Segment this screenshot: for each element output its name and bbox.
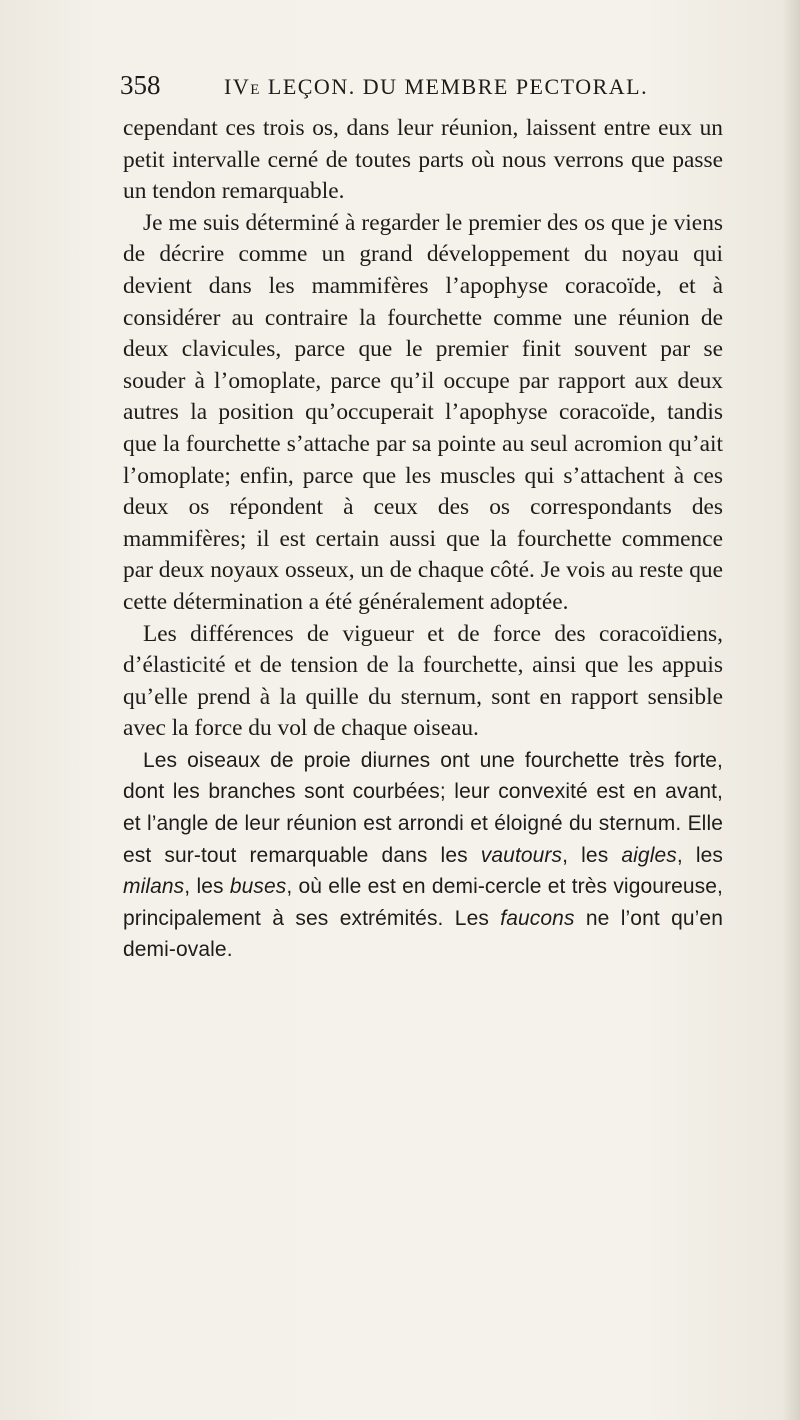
term-vautours: vautours <box>480 843 563 867</box>
paragraph-1: cependant ces trois os, dans leur réunion, laissent entre eux un petit intervalle cerné de toutes parts où nous verrons que passe un tendon remarquable. <box>123 115 723 205</box>
separator: , les <box>184 875 230 899</box>
separator: , les <box>676 843 723 867</box>
term-milans: milans <box>123 875 185 899</box>
term-faucons: faucons <box>500 906 575 930</box>
running-head: IVe LEÇON. DU MEMBRE PECTORAL. <box>224 74 649 99</box>
paragraph-4-text-c: ne l’ont qu’en demi-ovale. <box>123 906 723 962</box>
paragraph-4-text-b: , où elle est en demi-cercle et très vigoureuse, principalement à ses extrémités. Les <box>123 875 723 930</box>
page-header <box>120 70 720 110</box>
page-number: 358 <box>120 70 161 100</box>
term-buses: buses <box>229 875 287 899</box>
term-aigles: aigles <box>621 843 677 867</box>
paragraph-4-text-a: Les oiseaux de proie diurnes ont une fourchette très forte, dont les branches sont courbées; leur convexité est en avant, et l’angle de leur réunion est arrondi et éloigné du sternum. Elle est sur-tout remarquable dans les <box>123 748 723 867</box>
body-text <box>123 113 723 966</box>
page-edge-shadow <box>782 0 800 1420</box>
paragraph-3: Les différences de vigueur et de force des coracoïdiens, d’élasticité et de tension de la fourchette, ainsi que les appuis qu’elle prend à la quille du sternum, sont en rapport sensible avec la force du vol de chaque oiseau. <box>123 620 723 742</box>
separator: , les <box>562 843 622 867</box>
paragraph-2: Je me suis déterminé à regarder le premier des os que je viens de décrire comme un grand développement du noyau qui devient dans les mammifères l’apophyse coracoïde, et à considérer au contraire la fourchette comme une réunion de deux clavicules, parce que le premier finit souvent par se souder à l’omoplate, parce qu’il occupe par rapport aux deux autres la position qu’occuperait l’apophyse coracoïde, tandis que la fourchette s’attache par sa pointe au seul acromion qu’ait l’omoplate; enfin, parce que les muscles qui s’attachent à ces deux os répondent à ceux des os correspondants des mammifères; il est certain aussi que la fourchette commence par deux noyaux osseux, un de chaque côté. Je vois au reste que cette détermination a été généralement adoptée. <box>123 209 723 615</box>
paragraph-4 <box>123 745 723 966</box>
